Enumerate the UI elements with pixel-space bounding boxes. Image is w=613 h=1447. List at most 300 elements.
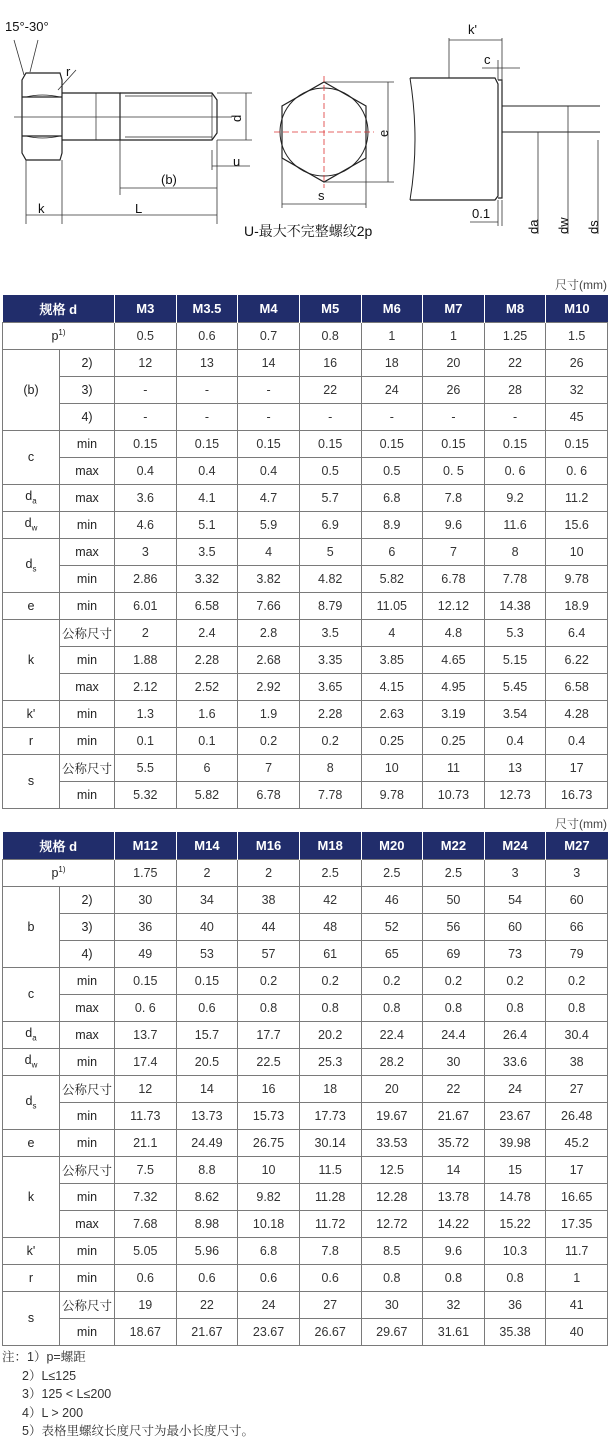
table-cell: 14	[238, 349, 300, 376]
table-cell: 2.4	[176, 619, 238, 646]
header-row	[3, 832, 608, 859]
table-row	[3, 1048, 608, 1075]
row-group-label	[3, 1237, 60, 1264]
header-size: M24	[484, 832, 546, 859]
row-sublabel: min	[60, 592, 115, 619]
table-cell: 4.6	[115, 511, 177, 538]
ds-label: ds	[586, 220, 601, 234]
table-cell: 7	[423, 538, 485, 565]
row-group-label	[3, 1129, 60, 1156]
table-cell: 21.67	[176, 1318, 238, 1345]
table-cell: 33.6	[484, 1048, 546, 1075]
table-cell: 0.25	[423, 727, 485, 754]
table-cell: 16	[299, 349, 361, 376]
table-row	[3, 940, 608, 967]
table-cell: 20.2	[299, 1021, 361, 1048]
table-cell: 24	[238, 1291, 300, 1318]
table-cell: 8	[299, 754, 361, 781]
table-cell: 38	[546, 1048, 608, 1075]
table-row	[3, 781, 608, 808]
table-cell: 0.6	[238, 1264, 300, 1291]
header-size: M10	[546, 295, 608, 322]
row-group-label	[3, 886, 60, 967]
table-cell: 10	[238, 1156, 300, 1183]
row-group-label	[3, 1264, 60, 1291]
table-cell: 1	[546, 1264, 608, 1291]
table-cell: 15.22	[484, 1210, 546, 1237]
table-cell: 45	[546, 403, 608, 430]
e-label: e	[376, 129, 391, 137]
b-label: (b)	[161, 172, 177, 187]
table-cell: 13.7	[115, 1021, 177, 1048]
table-cell: 0.8	[361, 994, 423, 1021]
table-cell: 53	[176, 940, 238, 967]
table-cell: 0.8	[484, 994, 546, 1021]
table-cell: 0.4	[115, 457, 177, 484]
table-cell: 9.78	[361, 781, 423, 808]
table-row	[3, 754, 608, 781]
table-cell: 41	[546, 1291, 608, 1318]
row-group-label-text: r	[28, 1270, 34, 1285]
row-sublabel: max	[60, 538, 115, 565]
table-cell: 0.8	[484, 1264, 546, 1291]
row-sublabel: max	[60, 994, 115, 1021]
table-cell: 18.67	[115, 1318, 177, 1345]
side-view	[22, 73, 217, 160]
table-cell: 10	[546, 538, 608, 565]
table-cell: 20	[423, 349, 485, 376]
table-cell: 29.67	[361, 1318, 423, 1345]
table-cell: 0.6	[176, 1264, 238, 1291]
table-cell: 1.3	[115, 700, 177, 727]
table-cell: 5.15	[484, 646, 546, 673]
note-line: 注：1）p=螺距	[2, 1350, 86, 1364]
c-label: c	[484, 52, 491, 67]
table-cell: 24.4	[423, 1021, 485, 1048]
table-cell: 8.79	[299, 592, 361, 619]
table-cell: 0.5	[361, 457, 423, 484]
row-group-label	[3, 538, 60, 592]
table-cell: 26.4	[484, 1021, 546, 1048]
table-cell: 11.5	[299, 1156, 361, 1183]
table-cell: 4	[361, 619, 423, 646]
table-row	[3, 1102, 608, 1129]
note-line: 4）L > 200	[22, 1405, 84, 1420]
table-cell: 12.28	[361, 1183, 423, 1210]
table-cell: 3.65	[299, 673, 361, 700]
unit-label: 尺寸(mm)	[555, 817, 607, 831]
table-cell: 26	[546, 349, 608, 376]
table-cell: 3.6	[115, 484, 177, 511]
table-cell: 12.73	[484, 781, 546, 808]
table-cell: 26.48	[546, 1102, 608, 1129]
table-cell: 9.6	[423, 1237, 485, 1264]
table-cell: 24	[361, 376, 423, 403]
table-cell: 17	[546, 1156, 608, 1183]
table-cell: 11.7	[546, 1237, 608, 1264]
row-group-label-text: k	[27, 652, 35, 667]
table-cell: 13.73	[176, 1102, 238, 1129]
row-sublabel: min	[60, 1237, 115, 1264]
table-cell: 0.1	[176, 727, 238, 754]
table-cell: 7.8	[423, 484, 485, 511]
row-sublabel: 公称尺寸	[60, 619, 115, 646]
row-group-label-text: d	[24, 516, 32, 531]
header-size: M6	[361, 295, 423, 322]
table-row	[3, 1318, 608, 1345]
table-row	[3, 619, 608, 646]
table-cell: 6.4	[546, 619, 608, 646]
table-cell: 8.9	[361, 511, 423, 538]
table-cell: 61	[299, 940, 361, 967]
table-cell: 33.53	[361, 1129, 423, 1156]
row-sublabel: 公称尺寸	[60, 754, 115, 781]
table-cell: 0.6	[176, 994, 238, 1021]
d-label: d	[229, 114, 244, 122]
row-group-label	[3, 484, 60, 511]
row-group-label-sub: w	[31, 523, 38, 533]
table-cell: 12	[115, 1075, 177, 1102]
table-cell: 14.22	[423, 1210, 485, 1237]
table-cell: 12	[115, 349, 177, 376]
table-cell: 1.25	[484, 322, 546, 349]
table-cell: 6.78	[238, 781, 300, 808]
table-cell: 12.5	[361, 1156, 423, 1183]
table-cell: 5.7	[299, 484, 361, 511]
table-cell: 54	[484, 886, 546, 913]
row-group-label	[3, 349, 60, 430]
table-row	[3, 700, 608, 727]
row-group-label	[3, 754, 60, 808]
table-row	[3, 1156, 608, 1183]
table-cell: 0.15	[176, 430, 238, 457]
table-cell: 16	[238, 1075, 300, 1102]
row-group-label	[3, 619, 60, 700]
table-cell: 23.67	[484, 1102, 546, 1129]
table-cell: 13	[484, 754, 546, 781]
header-spec-label: 规格 d	[3, 295, 115, 322]
row-group-label	[3, 430, 60, 484]
table-cell: 60	[546, 886, 608, 913]
note-line: 3）125 < L≤200	[22, 1387, 112, 1402]
row-sublabel: max	[60, 1021, 115, 1048]
table-cell: 32	[423, 1291, 485, 1318]
table-cell: 5.82	[361, 565, 423, 592]
table-cell: 36	[115, 913, 177, 940]
table-cell: 0.4	[176, 457, 238, 484]
table-cell: 17.4	[115, 1048, 177, 1075]
table-cell: 24.49	[176, 1129, 238, 1156]
table-cell: 0.1	[115, 727, 177, 754]
dot1-label: 0.1	[472, 206, 491, 221]
table-cell: 3.5	[176, 538, 238, 565]
table-row	[3, 886, 608, 913]
table-cell: 28.2	[361, 1048, 423, 1075]
header-size: M18	[299, 832, 361, 859]
table-cell: 11.72	[299, 1210, 361, 1237]
table-cell: 15.6	[546, 511, 608, 538]
row-label-text: p	[51, 866, 59, 881]
table-cell: 6.9	[299, 511, 361, 538]
table-cell: 0.2	[299, 727, 361, 754]
table-cell: 9.6	[423, 511, 485, 538]
row-group-label-text: s	[27, 774, 35, 788]
row-group-label-sub: a	[32, 496, 37, 506]
table-cell: 0.6	[299, 1264, 361, 1291]
table-cell: 0.6	[115, 1264, 177, 1291]
row-sublabel: min	[60, 967, 115, 994]
table-cell: 9.82	[238, 1183, 300, 1210]
bolt-technical-drawing	[0, 0, 613, 260]
spec-table-1	[2, 295, 608, 809]
table-cell: 6.58	[546, 673, 608, 700]
table-cell: 22	[484, 349, 546, 376]
table-cell: 28	[484, 376, 546, 403]
row-group-label	[3, 727, 60, 754]
row-sublabel: 2)	[60, 349, 115, 376]
table-row	[3, 1210, 608, 1237]
row-sublabel: min	[60, 1102, 115, 1129]
table-row	[3, 1291, 608, 1318]
row-group-label	[3, 1075, 60, 1129]
row-sublabel: 3)	[60, 376, 115, 403]
table-cell: 5.82	[176, 781, 238, 808]
table-cell: 0.8	[299, 322, 361, 349]
table-cell: 0.15	[299, 430, 361, 457]
header-size: M3	[115, 295, 177, 322]
table-cell: 7.78	[299, 781, 361, 808]
table-cell: 27	[546, 1075, 608, 1102]
table-row	[3, 1129, 608, 1156]
table-cell: 1.5	[546, 322, 608, 349]
table-cell: 0.6	[176, 322, 238, 349]
table-row	[3, 322, 608, 349]
table-row	[3, 403, 608, 430]
table-cell: 40	[176, 913, 238, 940]
table-cell: 8.8	[176, 1156, 238, 1183]
row-group-label	[3, 1021, 60, 1048]
table-cell: 5.96	[176, 1237, 238, 1264]
table-cell: 30.4	[546, 1021, 608, 1048]
table-cell: 38	[238, 886, 300, 913]
header-size: M16	[238, 832, 300, 859]
table-cell: 17	[546, 754, 608, 781]
table-cell: 2	[238, 859, 300, 886]
table-cell: 11.2	[546, 484, 608, 511]
header-size: M27	[546, 832, 608, 859]
row-sublabel: min	[60, 727, 115, 754]
table-cell: 14.78	[484, 1183, 546, 1210]
table-cell: 3.19	[423, 700, 485, 727]
row-sublabel: min	[60, 430, 115, 457]
table-cell: 57	[238, 940, 300, 967]
row-sublabel: max	[60, 484, 115, 511]
header-spec-label: 规格 d	[3, 832, 115, 859]
table-cell: 14.38	[484, 592, 546, 619]
table-cell: 0.7	[238, 322, 300, 349]
table-cell: 0.15	[115, 967, 177, 994]
table-cell: 45.2	[546, 1129, 608, 1156]
row-group-label-text: e	[27, 1135, 35, 1150]
table-cell: 0.15	[115, 430, 177, 457]
table-cell: 11.05	[361, 592, 423, 619]
row-group-label	[3, 592, 60, 619]
table-cell: 26	[423, 376, 485, 403]
row-group-label	[3, 511, 60, 538]
table-cell: 0.15	[176, 967, 238, 994]
row-group-label-text: (b)	[23, 382, 39, 397]
table-cell: 36	[484, 1291, 546, 1318]
row-sublabel: min	[60, 700, 115, 727]
table-cell: 0.2	[484, 967, 546, 994]
row-group-label-text: d	[25, 1093, 33, 1108]
table-cell: 0.5	[115, 322, 177, 349]
table-cell: 30	[361, 1291, 423, 1318]
table-cell: 0.4	[238, 457, 300, 484]
row-sublabel: min	[60, 1264, 115, 1291]
table-cell: 0.2	[361, 967, 423, 994]
table-cell: 32	[546, 376, 608, 403]
table-row	[3, 484, 608, 511]
table-cell: 46	[361, 886, 423, 913]
row-group-label	[3, 1048, 60, 1075]
table-cell: 4.82	[299, 565, 361, 592]
table-cell: 2	[115, 619, 177, 646]
table-cell: 27	[299, 1291, 361, 1318]
table-cell: 14	[423, 1156, 485, 1183]
table-cell: 3	[115, 538, 177, 565]
s-label: s	[318, 188, 325, 203]
table-cell: 19	[115, 1291, 177, 1318]
table-cell: 18.9	[546, 592, 608, 619]
spec-table-2	[2, 832, 608, 1346]
table-cell: 26.67	[299, 1318, 361, 1345]
row-sublabel: min	[60, 781, 115, 808]
table-cell: 69	[423, 940, 485, 967]
table-row	[3, 430, 608, 457]
row-group-label-text: k	[27, 1189, 35, 1204]
table-cell: 26.75	[238, 1129, 300, 1156]
header-size: M4	[238, 295, 300, 322]
table-cell: 22	[423, 1075, 485, 1102]
table-cell: -	[423, 403, 485, 430]
table-cell: 7.66	[238, 592, 300, 619]
table-cell: 3.82	[238, 565, 300, 592]
table-cell: 15	[484, 1156, 546, 1183]
row-sublabel: 公称尺寸	[60, 1075, 115, 1102]
row-group-label-text: d	[24, 1053, 32, 1068]
header-size: M5	[299, 295, 361, 322]
table-cell: 35.72	[423, 1129, 485, 1156]
table-cell: 4.65	[423, 646, 485, 673]
table-cell: 0.2	[238, 727, 300, 754]
table-cell: -	[115, 376, 177, 403]
table-cell: 30	[423, 1048, 485, 1075]
table-cell: 3.5	[299, 619, 361, 646]
L-label: L	[135, 201, 143, 216]
table-cell: 1.88	[115, 646, 177, 673]
table-cell: 1.9	[238, 700, 300, 727]
table-row	[3, 592, 608, 619]
row-label	[3, 322, 115, 349]
table-cell: 30.14	[299, 1129, 361, 1156]
table-cell: 0.2	[238, 967, 300, 994]
header-size: M14	[176, 832, 238, 859]
table-cell: 2.5	[423, 859, 485, 886]
table-cell: 1	[423, 322, 485, 349]
table-cell: 4.15	[361, 673, 423, 700]
header-size: M7	[423, 295, 485, 322]
table-cell: 3.54	[484, 700, 546, 727]
table-cell: 2	[176, 859, 238, 886]
table-cell: 7.68	[115, 1210, 177, 1237]
table-row	[3, 1075, 608, 1102]
dw-label: dw	[556, 217, 571, 234]
table-cell: 5.5	[115, 754, 177, 781]
table-cell: 0.15	[238, 430, 300, 457]
row-label-sup: 1)	[58, 327, 66, 337]
table-cell: -	[361, 403, 423, 430]
table-cell: 0.5	[299, 457, 361, 484]
table-cell: 4.28	[546, 700, 608, 727]
table-cell: 0.2	[546, 967, 608, 994]
table-cell: -	[484, 403, 546, 430]
table-cell: 0.4	[484, 727, 546, 754]
row-sublabel: max	[60, 1210, 115, 1237]
table-row	[3, 727, 608, 754]
table-cell: 0.8	[423, 1264, 485, 1291]
note-line: 5）表格里螺纹长度尺寸为最小长度尺寸。	[22, 1424, 254, 1439]
table-row	[3, 376, 608, 403]
table-cell: 22.4	[361, 1021, 423, 1048]
table-cell: 21.1	[115, 1129, 177, 1156]
table-cell: 20.5	[176, 1048, 238, 1075]
table-cell: 0.25	[361, 727, 423, 754]
table-cell: -	[176, 376, 238, 403]
header-row	[3, 295, 608, 322]
table-cell: 3.85	[361, 646, 423, 673]
table-cell: 21.67	[423, 1102, 485, 1129]
table-cell: 12.72	[361, 1210, 423, 1237]
row-sublabel: min	[60, 1129, 115, 1156]
table-cell: 17.35	[546, 1210, 608, 1237]
table-row	[3, 673, 608, 700]
table-cell: 16.65	[546, 1183, 608, 1210]
row-sublabel: 公称尺寸	[60, 1156, 115, 1183]
table-cell: 48	[299, 913, 361, 940]
table-cell: 10.73	[423, 781, 485, 808]
row-group-label-text: s	[27, 1311, 35, 1325]
table-row	[3, 967, 608, 994]
header-size: M22	[423, 832, 485, 859]
row-label-text: p	[51, 329, 59, 344]
row-group-label-text: k'	[26, 1243, 36, 1258]
table-cell: 22	[299, 376, 361, 403]
kprime-label: k'	[468, 22, 477, 37]
table-row	[3, 538, 608, 565]
table-cell: 7.78	[484, 565, 546, 592]
table-cell: 8.62	[176, 1183, 238, 1210]
row-group-label-text: e	[27, 598, 35, 613]
table-cell: 8	[484, 538, 546, 565]
row-sublabel: 4)	[60, 403, 115, 430]
header-size: M8	[484, 295, 546, 322]
row-sublabel: 公称尺寸	[60, 1291, 115, 1318]
header-size: M12	[115, 832, 177, 859]
table-cell: 0.15	[423, 430, 485, 457]
table-cell: 2.12	[115, 673, 177, 700]
table-row	[3, 1237, 608, 1264]
